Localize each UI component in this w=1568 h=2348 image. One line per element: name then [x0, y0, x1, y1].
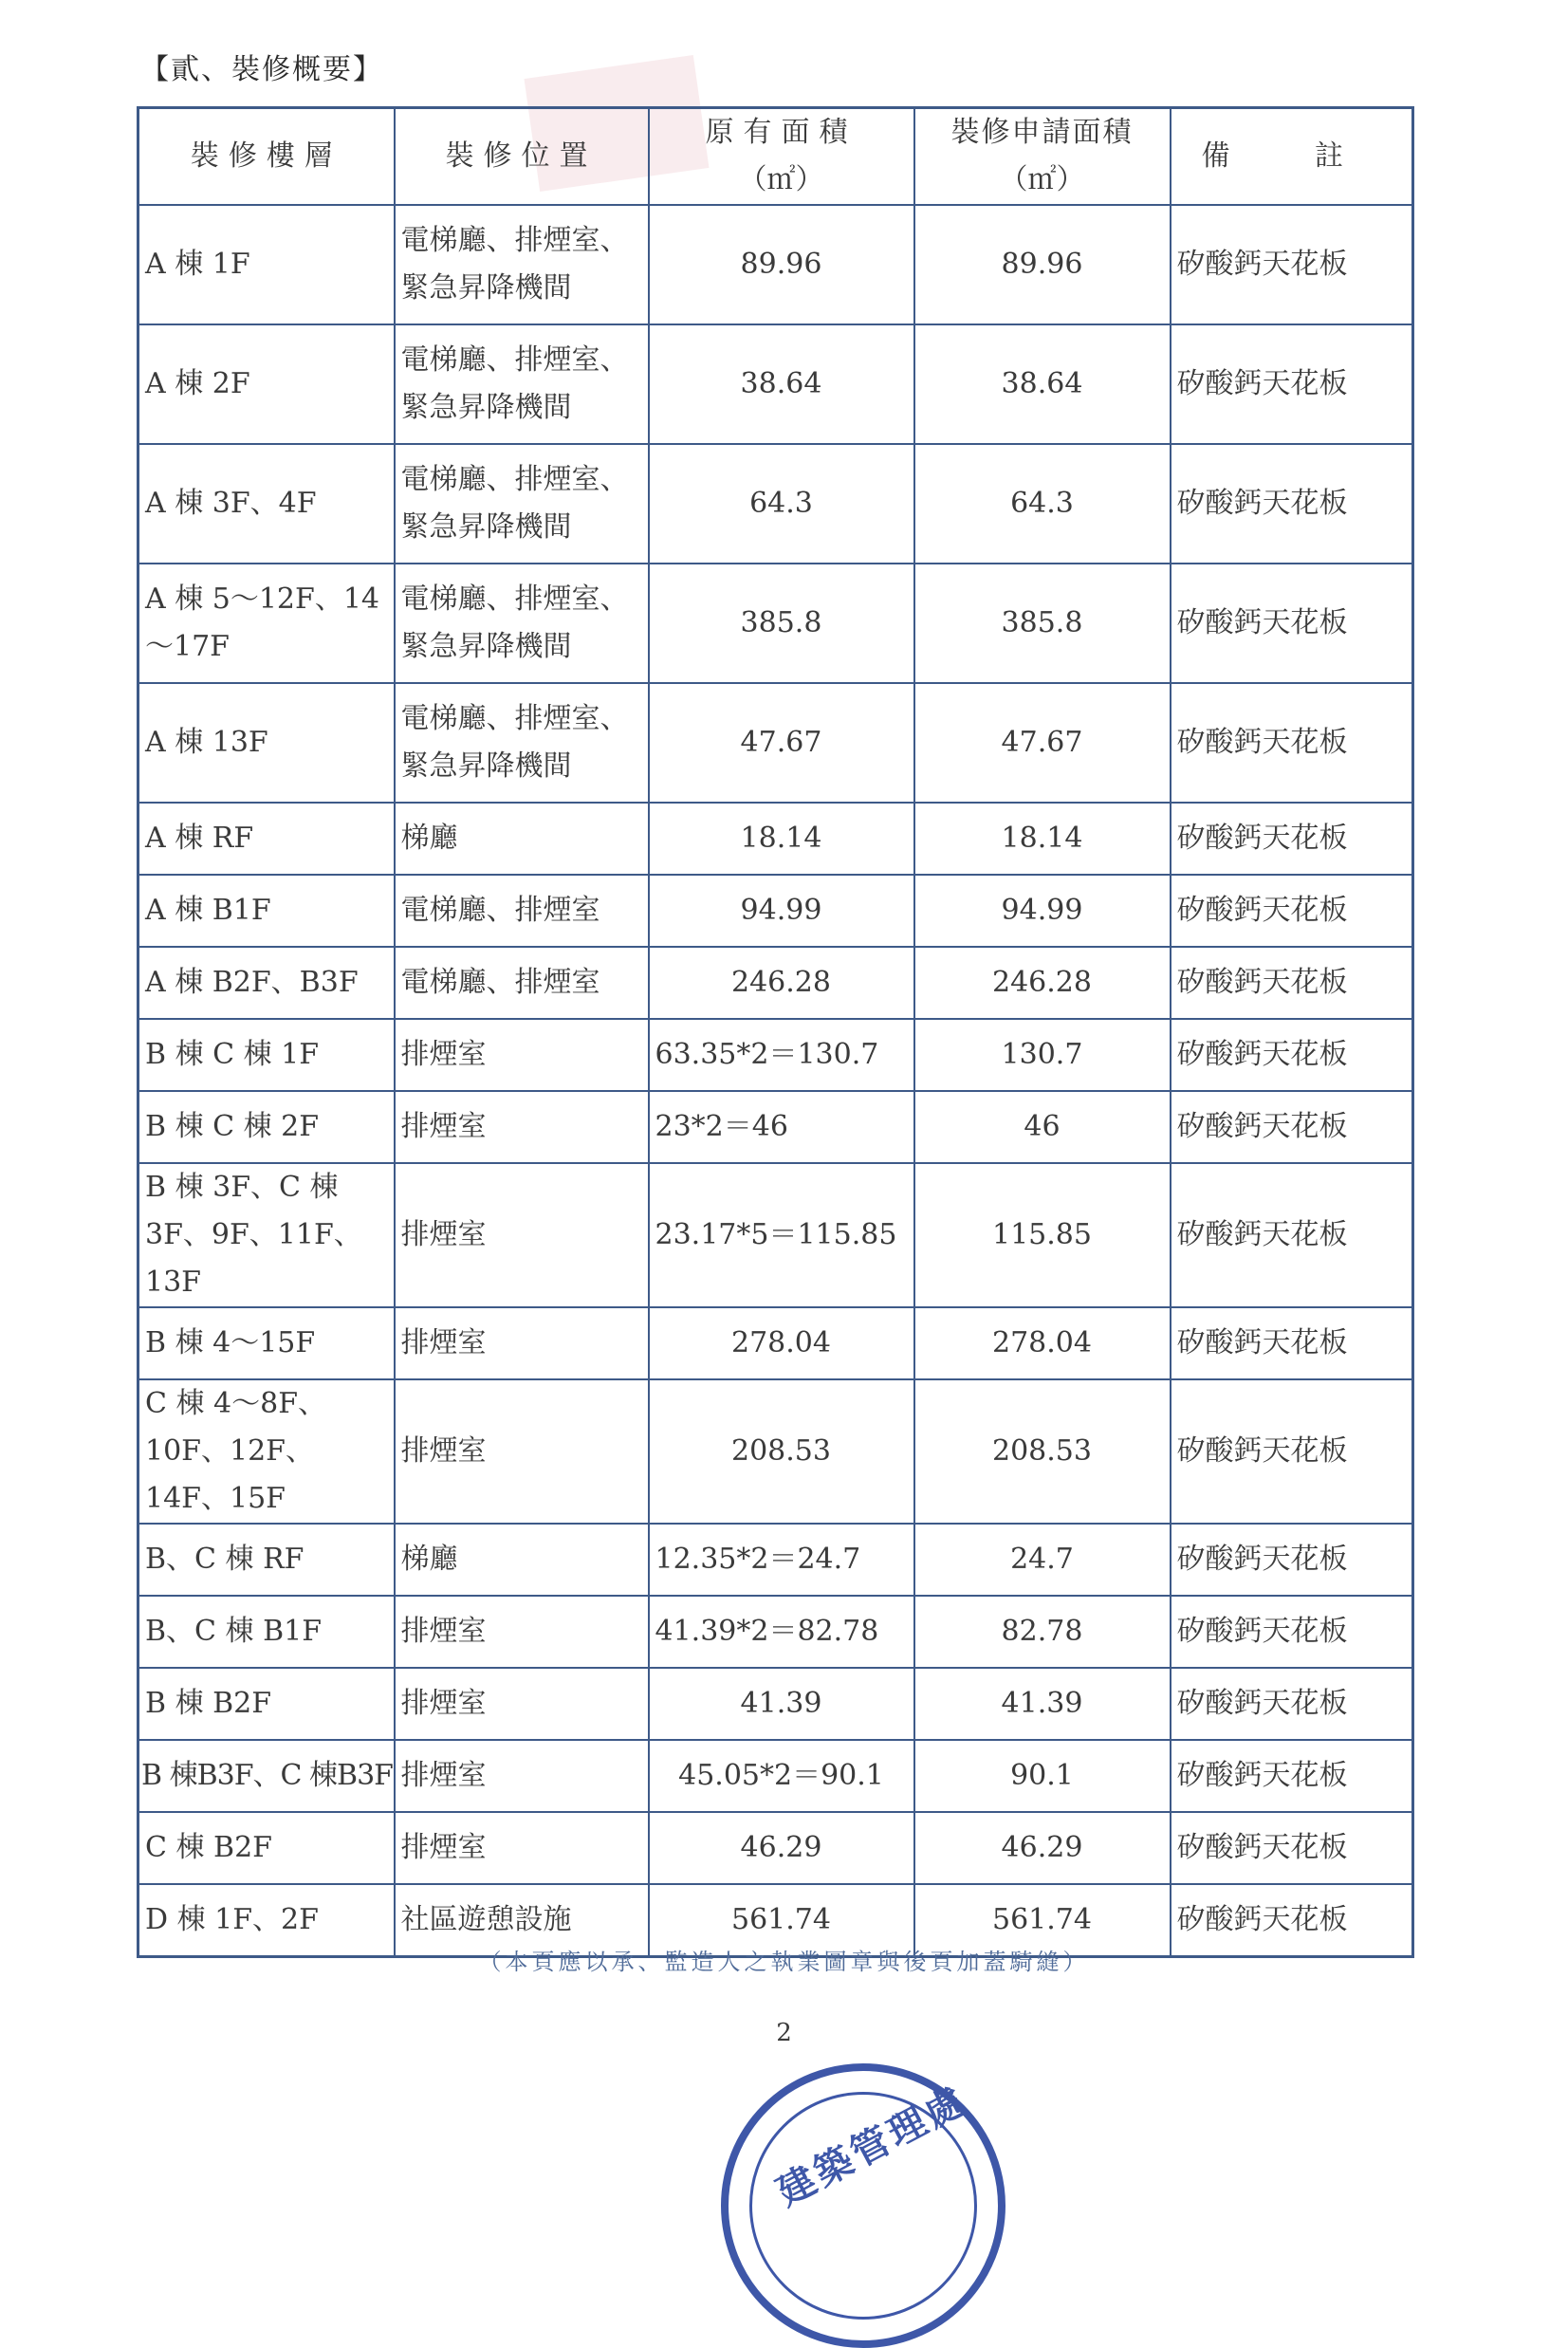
cell-original-area: 89.96	[649, 205, 914, 324]
cell-floor: A 棟 B2F、B3F	[138, 947, 395, 1019]
cell-applied-area: 561.74	[914, 1884, 1171, 1957]
table-row	[138, 803, 1413, 875]
cell-location: 排煙室	[395, 1091, 649, 1163]
cell-applied-area: 278.04	[914, 1307, 1171, 1379]
cell-remark: 矽酸鈣天花板	[1171, 683, 1413, 803]
cell-applied-area: 24.7	[914, 1524, 1171, 1596]
cell-applied-area: 208.53	[914, 1379, 1171, 1524]
cell-original-area: 12.35*2＝24.7	[649, 1524, 914, 1596]
cell-original-area: 208.53	[649, 1379, 914, 1524]
cell-applied-area: 64.3	[914, 444, 1171, 564]
table-row	[138, 564, 1413, 683]
cell-original-area: 41.39	[649, 1668, 914, 1740]
cell-original-area: 94.99	[649, 875, 914, 947]
table-row	[138, 947, 1413, 1019]
cell-applied-area: 385.8	[914, 564, 1171, 683]
header-applied-area-label: 裝修申請面積	[950, 116, 1134, 149]
cell-original-area: 63.35*2＝130.7	[649, 1019, 914, 1091]
cell-floor: A 棟 RF	[138, 803, 395, 875]
cell-floor: B 棟B3F、C 棟B3F	[138, 1740, 395, 1812]
table-row	[138, 875, 1413, 947]
cell-applied-area: 130.7	[914, 1019, 1171, 1091]
cell-remark: 矽酸鈣天花板	[1171, 947, 1413, 1019]
renovation-summary-table	[137, 106, 1414, 1958]
header-location: 裝修位置	[395, 108, 649, 206]
cell-location: 排煙室	[395, 1379, 649, 1524]
cell-applied-area: 89.96	[914, 205, 1171, 324]
cell-applied-area: 115.85	[914, 1163, 1171, 1307]
cell-floor: A 棟 2F	[138, 324, 395, 444]
cell-remark: 矽酸鈣天花板	[1171, 1307, 1413, 1379]
cell-applied-area: 46	[914, 1091, 1171, 1163]
cell-original-area: 45.05*2＝90.1	[649, 1740, 914, 1812]
header-floor: 裝修樓層	[138, 108, 395, 206]
cell-location: 電梯廳、排煙室、緊急昇降機間	[395, 324, 649, 444]
cell-remark: 矽酸鈣天花板	[1171, 1379, 1413, 1524]
cell-location: 梯廳	[395, 803, 649, 875]
cell-applied-area: 82.78	[914, 1596, 1171, 1668]
table-row	[138, 1379, 1413, 1524]
table-row	[138, 205, 1413, 324]
cell-original-area: 47.67	[649, 683, 914, 803]
cell-applied-area: 90.1	[914, 1740, 1171, 1812]
cell-floor: B、C 棟 RF	[138, 1524, 395, 1596]
cell-remark: 矽酸鈣天花板	[1171, 1163, 1413, 1307]
cell-location: 電梯廳、排煙室、緊急昇降機間	[395, 564, 649, 683]
cell-floor: B 棟 C 棟 1F	[138, 1019, 395, 1091]
cell-original-area: 246.28	[649, 947, 914, 1019]
table-row	[138, 683, 1413, 803]
cell-location: 電梯廳、排煙室、緊急昇降機間	[395, 444, 649, 564]
footnote: （本頁應以承、監造人之執業圖章與後頁加蓋騎縫）	[478, 1949, 1090, 1975]
table-row	[138, 1163, 1413, 1307]
cell-location: 排煙室	[395, 1668, 649, 1740]
cell-floor: A 棟 B1F	[138, 875, 395, 947]
header-original-area-label: 原有面積	[705, 116, 858, 149]
header-applied-area-unit: （㎡）	[999, 163, 1085, 196]
cell-floor: C 棟 4～8F、10F、12F、14F、15F	[138, 1379, 395, 1524]
table-row	[138, 1596, 1413, 1668]
cell-original-area: 41.39*2＝82.78	[649, 1596, 914, 1668]
cell-remark: 矽酸鈣天花板	[1171, 803, 1413, 875]
table-row	[138, 1812, 1413, 1884]
cell-remark: 矽酸鈣天花板	[1171, 1812, 1413, 1884]
cell-floor: A 棟 1F	[138, 205, 395, 324]
cell-original-area: 385.8	[649, 564, 914, 683]
cell-remark: 矽酸鈣天花板	[1171, 564, 1413, 683]
table-row	[138, 1019, 1413, 1091]
header-remarks: 備 註	[1171, 108, 1413, 206]
table-row	[138, 444, 1413, 564]
cell-remark: 矽酸鈣天花板	[1171, 875, 1413, 947]
header-applied-area	[914, 108, 1171, 206]
table-row	[138, 1524, 1413, 1596]
cell-location: 梯廳	[395, 1524, 649, 1596]
cell-remark: 矽酸鈣天花板	[1171, 1091, 1413, 1163]
cell-location: 排煙室	[395, 1307, 649, 1379]
cell-remark: 矽酸鈣天花板	[1171, 1596, 1413, 1668]
cell-floor: B、C 棟 B1F	[138, 1596, 395, 1668]
table-row	[138, 1668, 1413, 1740]
cell-original-area: 46.29	[649, 1812, 914, 1884]
cell-original-area: 64.3	[649, 444, 914, 564]
official-seal-text: 建築管理處	[769, 2078, 975, 2215]
cell-floor: A 棟 13F	[138, 683, 395, 803]
cell-remark: 矽酸鈣天花板	[1171, 444, 1413, 564]
cell-applied-area: 246.28	[914, 947, 1171, 1019]
cell-original-area: 278.04	[649, 1307, 914, 1379]
cell-applied-area: 41.39	[914, 1668, 1171, 1740]
cell-location: 電梯廳、排煙室	[395, 875, 649, 947]
cell-remark: 矽酸鈣天花板	[1171, 1668, 1413, 1740]
cell-original-area: 18.14	[649, 803, 914, 875]
official-seal	[721, 2063, 1005, 2348]
cell-floor: B 棟 C 棟 2F	[138, 1091, 395, 1163]
table-row	[138, 1740, 1413, 1812]
table-row	[138, 324, 1413, 444]
cell-original-area: 38.64	[649, 324, 914, 444]
cell-applied-area: 46.29	[914, 1812, 1171, 1884]
header-original-area	[649, 108, 914, 206]
cell-location: 電梯廳、排煙室、緊急昇降機間	[395, 683, 649, 803]
cell-remark: 矽酸鈣天花板	[1171, 1019, 1413, 1091]
cell-floor: B 棟 B2F	[138, 1668, 395, 1740]
cell-floor: B 棟 3F、C 棟 3F、9F、11F、13F	[138, 1163, 395, 1307]
cell-location: 電梯廳、排煙室	[395, 947, 649, 1019]
cell-remark: 矽酸鈣天花板	[1171, 1884, 1413, 1957]
cell-remark: 矽酸鈣天花板	[1171, 324, 1413, 444]
cell-remark: 矽酸鈣天花板	[1171, 1740, 1413, 1812]
cell-floor: D 棟 1F、2F	[138, 1884, 395, 1957]
cell-location: 社區遊憩設施	[395, 1884, 649, 1957]
cell-floor: B 棟 4～15F	[138, 1307, 395, 1379]
cell-original-area: 561.74	[649, 1884, 914, 1957]
header-original-area-unit: （㎡）	[738, 163, 824, 196]
cell-location: 排煙室	[395, 1812, 649, 1884]
cell-applied-area: 38.64	[914, 324, 1171, 444]
table-row	[138, 1091, 1413, 1163]
cell-original-area: 23*2＝46	[649, 1091, 914, 1163]
cell-location: 排煙室	[395, 1019, 649, 1091]
cell-location: 排煙室	[395, 1163, 649, 1307]
cell-floor: A 棟 5～12F、14～17F	[138, 564, 395, 683]
cell-location: 排煙室	[395, 1596, 649, 1668]
cell-location: 電梯廳、排煙室、緊急昇降機間	[395, 205, 649, 324]
cell-applied-area: 47.67	[914, 683, 1171, 803]
page-number: 2	[776, 2019, 792, 2047]
cell-remark: 矽酸鈣天花板	[1171, 205, 1413, 324]
section-title: 【貳、裝修概要】	[140, 53, 383, 86]
cell-applied-area: 94.99	[914, 875, 1171, 947]
cell-location: 排煙室	[395, 1740, 649, 1812]
table-row	[138, 1307, 1413, 1379]
table-header-row	[138, 108, 1413, 206]
cell-remark: 矽酸鈣天花板	[1171, 1524, 1413, 1596]
cell-floor: C 棟 B2F	[138, 1812, 395, 1884]
cell-floor: A 棟 3F、4F	[138, 444, 395, 564]
cell-applied-area: 18.14	[914, 803, 1171, 875]
cell-original-area: 23.17*5＝115.85	[649, 1163, 914, 1307]
